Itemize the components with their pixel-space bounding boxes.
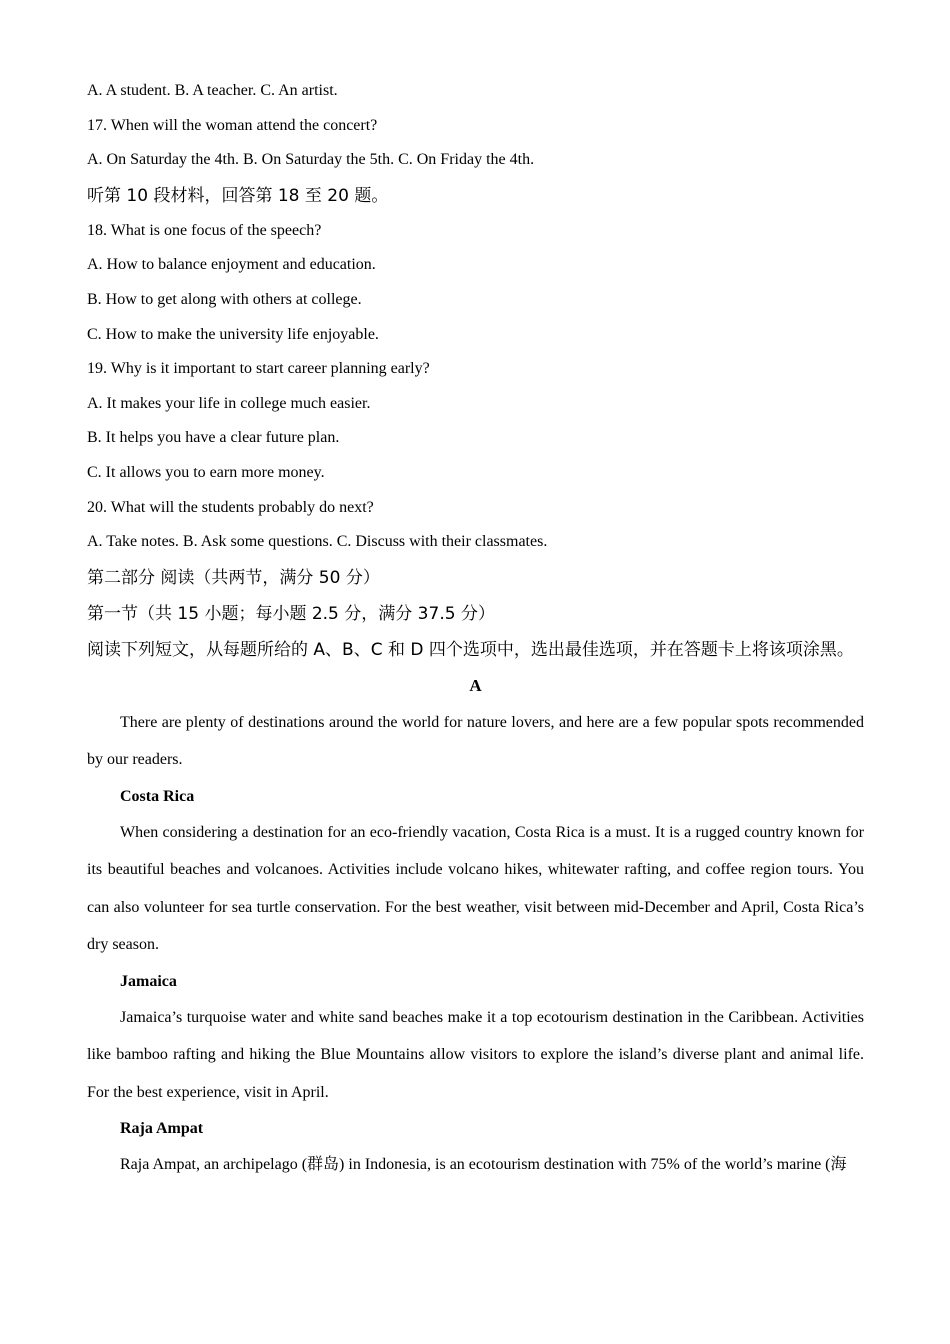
q16-options: A. A student. B. A teacher. C. An artist.: [87, 82, 338, 99]
q20-question: 20. What will the students probably do next?: [87, 498, 374, 516]
q19-option-c: C. It allows you to earn more money.: [87, 463, 325, 481]
raja-ampat-heading: Raja Ampat: [120, 1120, 204, 1138]
q19-question: 19. Why is it important to start career planning early?: [87, 360, 430, 378]
q18-question: 18. What is one focus of the speech?: [87, 221, 322, 239]
section10-instruction: 听第 10 段材料，回答第 18 至 20 题。: [87, 185, 389, 206]
costa-rica-text: When considering a destination for an eco-friendly vacation, Costa Rica is a must. It is a rugged country known for its beautiful beaches and volcanoes. Activities include volcano hikes, whitewater rafting, and coffee region tours. You can also volunteer for sea turtle conservation. For the best weather, visit between mid-December and April, Costa Rica’s dry season.: [87, 823, 864, 954]
document-page: [87, 74, 864, 1184]
q18-option-a: A. How to balance enjoyment and education.: [87, 256, 376, 274]
jamaica-text: Jamaica’s turquoise water and white sand beaches make it a top ecotourism destination in the Caribbean. Activities like bamboo rafting and hiking the Blue Mountains allow visitors to explore the island’s diverse plant and animal life. For the best experience, visit in April.: [87, 1008, 864, 1101]
q17-question: 17. When will the woman attend the concert?: [87, 116, 378, 134]
jamaica-heading: Jamaica: [120, 972, 177, 990]
q18-option-c: C. How to make the university life enjoyable.: [87, 325, 379, 343]
reading-instruction: 阅读下列短文，从每题所给的 A、B、C 和 D 四个选项中，选出最佳选项，并在答题卡上将该项涂黑。: [87, 639, 854, 660]
reading-section-title: 第一节（共 15 小题；每小题 2.5 分，满分 37.5 分）: [87, 603, 495, 624]
raja-ampat-text: Raja Ampat, an archipelago (群岛) in Indonesia, is an ecotourism destination with 75% of the world’s marine (海: [120, 1156, 847, 1174]
passage-label: A: [469, 675, 482, 695]
passage-intro: There are plenty of destinations around the world for nature lovers, and here are a few popular spots recommended by our readers.: [87, 713, 864, 769]
reading-part-title: 第二部分 阅读（共两节，满分 50 分）: [87, 567, 380, 588]
q20-options: A. Take notes. B. Ask some questions. C. Discuss with their classmates.: [87, 533, 548, 551]
q19-option-b: B. It helps you have a clear future plan.: [87, 429, 340, 447]
q19-option-a: A. It makes your life in college much easier.: [87, 394, 371, 412]
q17-options: A. On Saturday the 4th. B. On Saturday the 5th. C. On Friday the 4th.: [87, 151, 535, 169]
costa-rica-heading: Costa Rica: [120, 787, 195, 805]
q18-option-b: B. How to get along with others at college.: [87, 290, 362, 308]
